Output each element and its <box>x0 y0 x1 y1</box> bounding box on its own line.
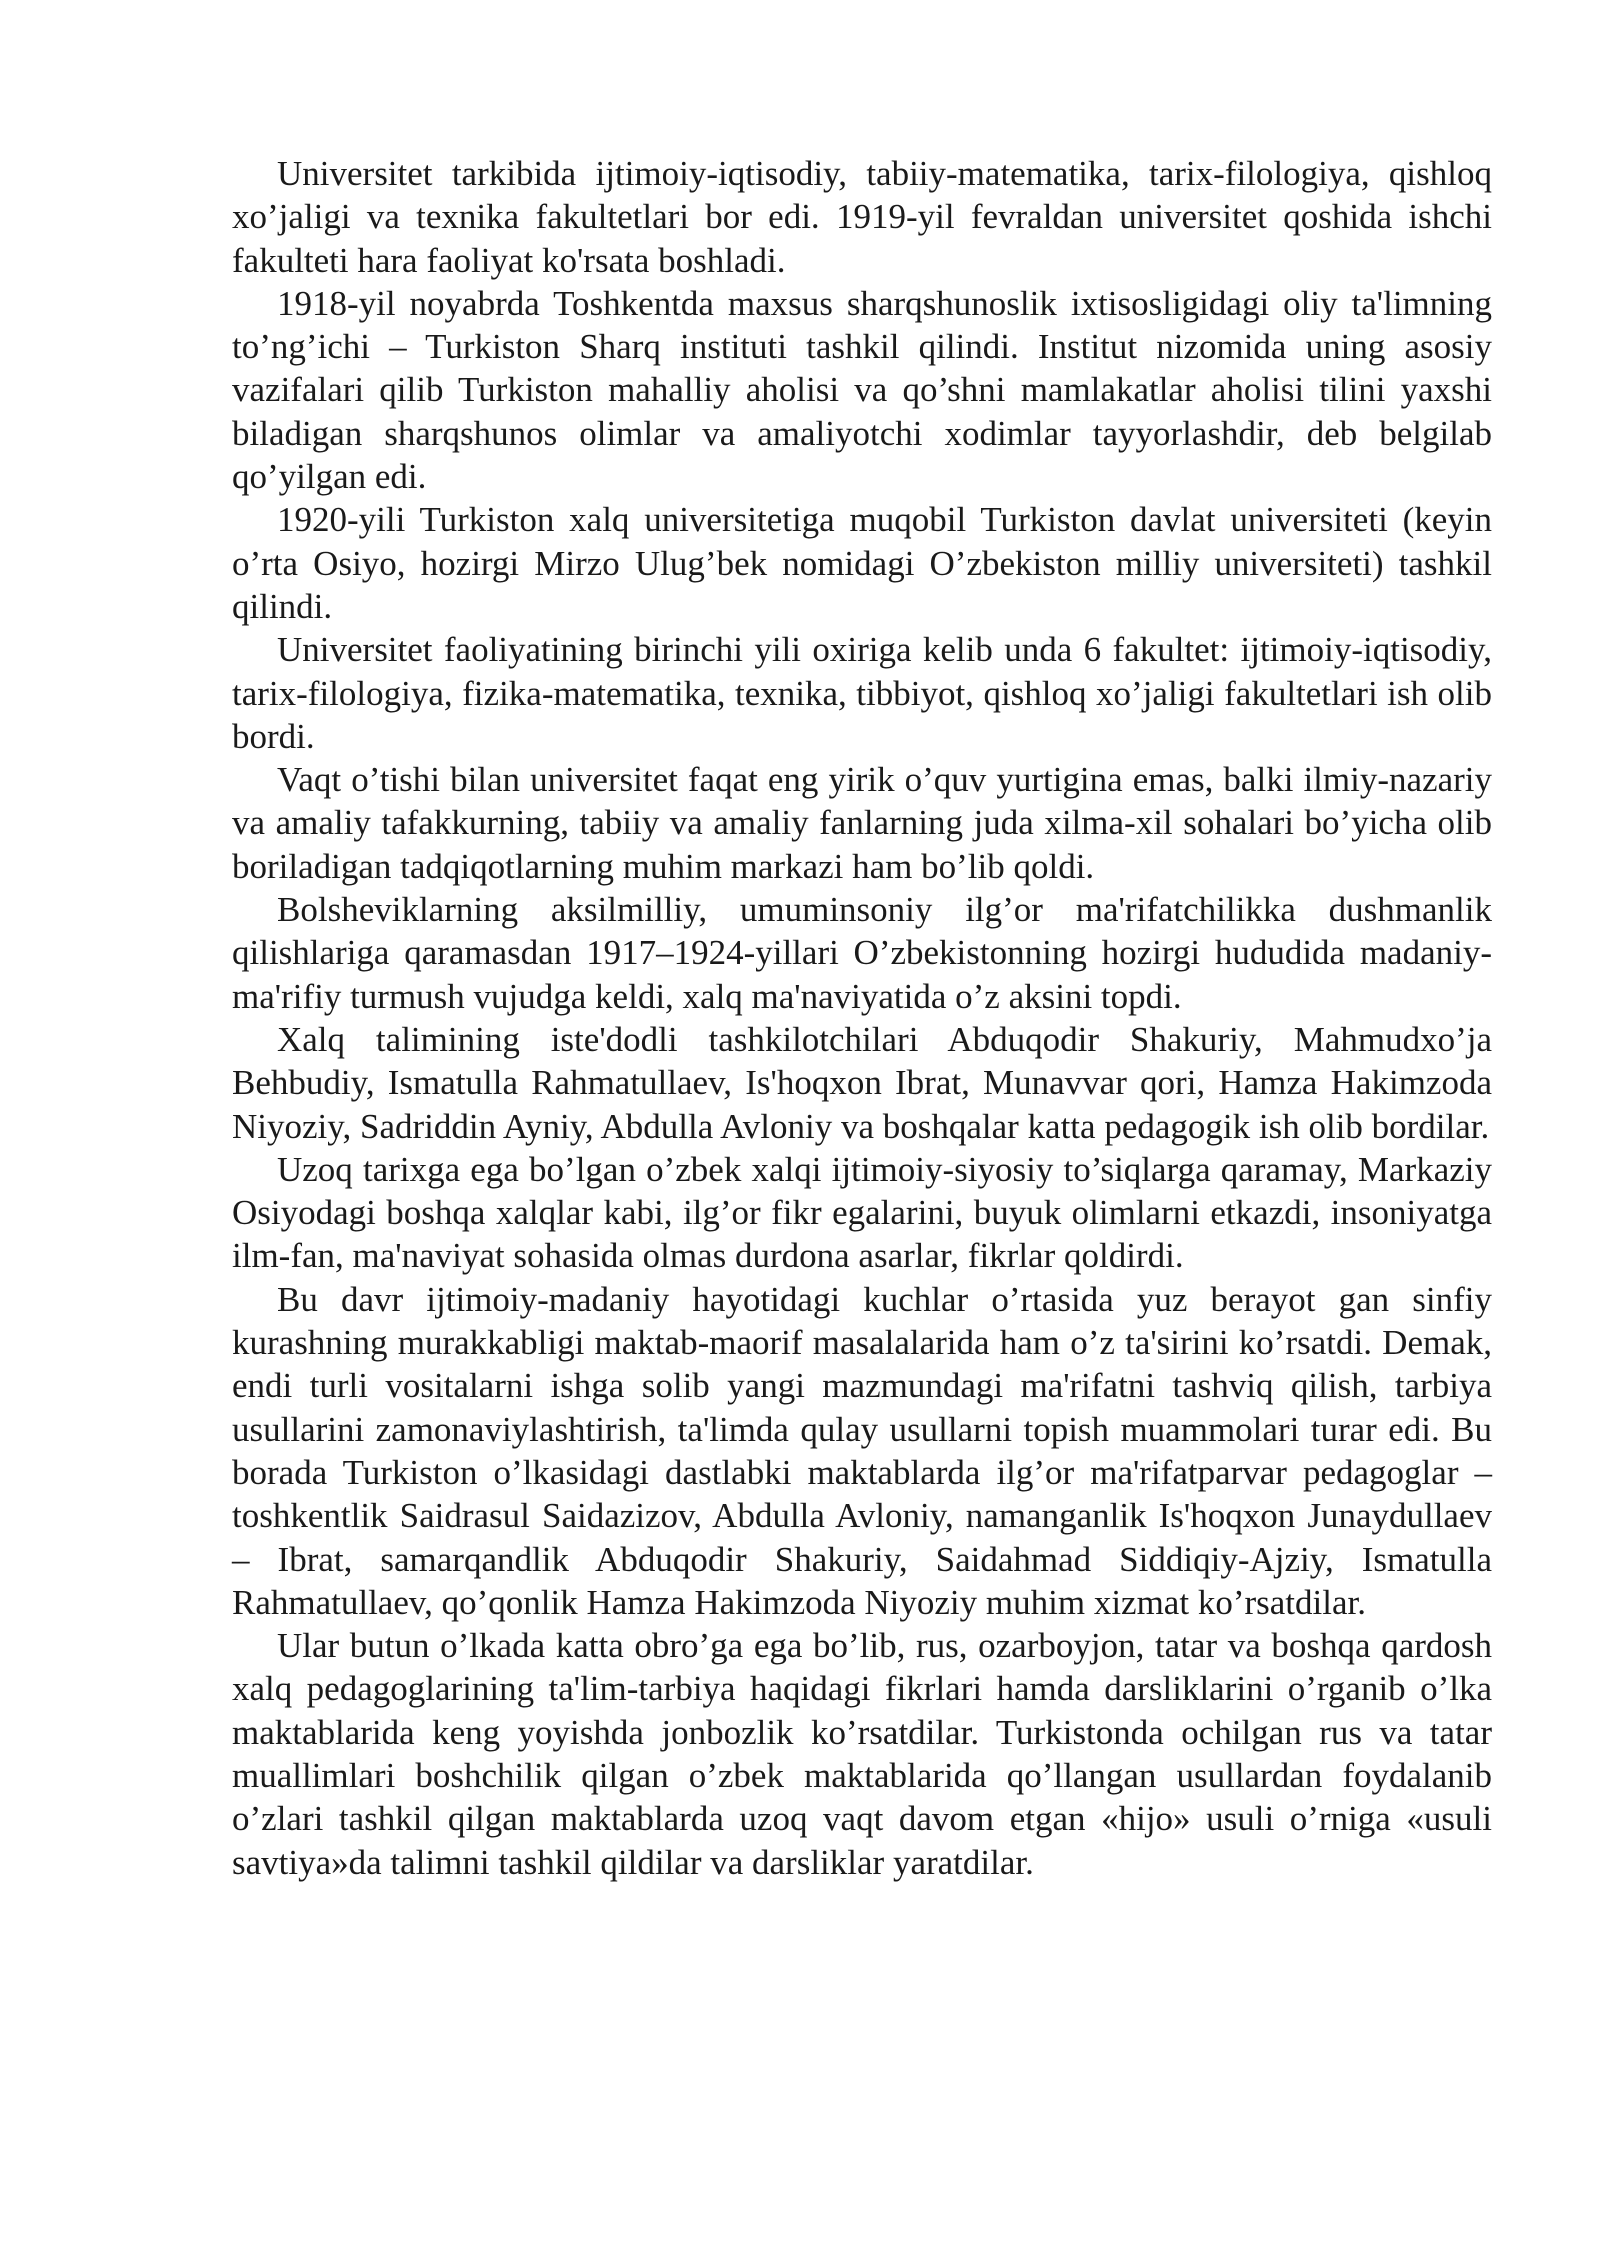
paragraph: 1920-yili Turkiston xalq universitetiga muqobil Turkiston davlat universiteti (keyin o’rta Osiyo, hozirgi Mirzo Ulug’bek nomidagi O’zbekiston milliy universiteti) tashkil qilindi. <box>232 500 1492 626</box>
paragraph: Ular butun o’lkada katta obro’ga ega bo’lib, rus, ozarboyjon, tatar va boshqa qardosh xalq pedagoglarining ta'lim-tarbiya haqidagi fikrlari hamda darsliklarini o’rganib o’lka maktablarida keng yoyishda jonbozlik ko’rsatdilar. Turkistonda ochilgan rus va tatar muallimlari boshchilik qilgan o’zbek maktablarida qo’llangan usullardan foydalanib o’zlari tashkil qilgan maktablarda uzoq vaqt davom etgan «hijo» usuli o’rniga «usuli savtiya»da talimni tashkil qildilar va darsliklar yaratdilar. <box>232 1626 1492 1882</box>
paragraph: Uzoq tarixga ega bo’lgan o’zbek xalqi ijtimoiy-siyosiy to’siqlarga qaramay, Markaziy Osiyodagi boshqa xalqlar kabi, ilg’or fikr egalarini, buyuk olimlarni etkazdi, insoniyatga ilm-fan, ma'naviyat sohasida olmas durdona asarlar, fikrlar qoldirdi. <box>232 1149 1492 1276</box>
paragraph: Universitet faoliyatining birinchi yili oxiriga kelib unda 6 fakultet: ijtimoiy-iqtisodiy, tarix-filologiya, fizika-matematika, texnika, tibbiyot, qishloq xo’jaligi fakultetlari ish olib bordi. <box>232 630 1492 756</box>
paragraph: 1918-yil noyabrda Toshkentda maxsus sharqshunoslik ixtisosligidagi oliy ta'limning to’ng’ichi – Turkiston Sharq instituti tashkil qilindi. Institut nizomida uning asosiy vazifalari qilib Turkiston mahalliy aholisi va qo’shni mamlakatlar aholisi tilini yaxshi biladigan sharqshunos olimlar va amaliyotchi xodimlar tayyorlashdir, deb belgilab qo’yilgan edi. <box>232 283 1492 497</box>
paragraph: Xalq talimining iste'dodli tashkilotchilari Abduqodir Shakuriy, Mahmudxo’ja Behbudiy, Ismatulla Rahmatullaev, Is'hoqxon Ibrat, Munavvar qori, Hamza Hakimzoda Niyoziy, Sadriddin Ayniy, Abdulla Avloniy va boshqalar katta pedagogik ish olib bordilar. <box>232 1019 1492 1146</box>
paragraph: Bolsheviklarning aksilmilliy, umuminsoniy ilg’or ma'rifatchilikka dushmanlik qilishlariga qaramasdan 1917–1924-yillari O’zbekistonning hozirgi hududida madaniy-ma'rifiy turmush vujudga keldi, xalq ma'naviyatida o’z aksini topdi. <box>232 890 1492 1016</box>
document-page <box>232 152 1492 1884</box>
paragraph: Bu davr ijtimoiy-madaniy hayotidagi kuchlar o’rtasida yuz berayot gan sinfiy kurashning murakkabligi maktab-maorif masalalarida ham o’z ta'sirini ko’rsatdi. Demak, endi turli vositalarni ishga solib yangi mazmundagi ma'rifatni tashviq qilish, tarbiya usullarini zamonaviylashtirish, ta'limda qulay usullarni topish muammolari turar edi. Bu borada Turkiston o’lkasidagi dastlabki maktablarda ilg’or ma'rifatparvar pedagoglar – toshkentlik Saidrasul Saidazizov, Abdulla Avloniy, namanganlik Is'hoqxon Junaydullaev – Ibrat, samarqandlik Abduqodir Shakuriy, Saidahmad Siddiqiy-Ajziy, Ismatulla Rahmatullaev, qo’qonlik Hamza Hakimzoda Niyoziy muhim xizmat ko’rsatdilar. <box>232 1279 1492 1622</box>
paragraph: Vaqt o’tishi bilan universitet faqat eng yirik o’quv yurtigina emas, balki ilmiy-nazariy va amaliy tafakkurning, tabiiy va amaliy fanlarning juda xilma-xil sohalari bo’yicha olib boriladigan tadqiqotlarning muhim markazi ham bo’lib qoldi. <box>232 760 1492 886</box>
paragraph: Universitet tarkibida ijtimoiy-iqtisodiy, tabiiy-matematika, tarix-filologiya, qishloq xo’jaligi va texnika fakultetlari bor edi. 1919-yil fevraldan universitet qoshida ishchi fakulteti hara faoliyat ko'rsata boshladi. <box>232 154 1492 280</box>
